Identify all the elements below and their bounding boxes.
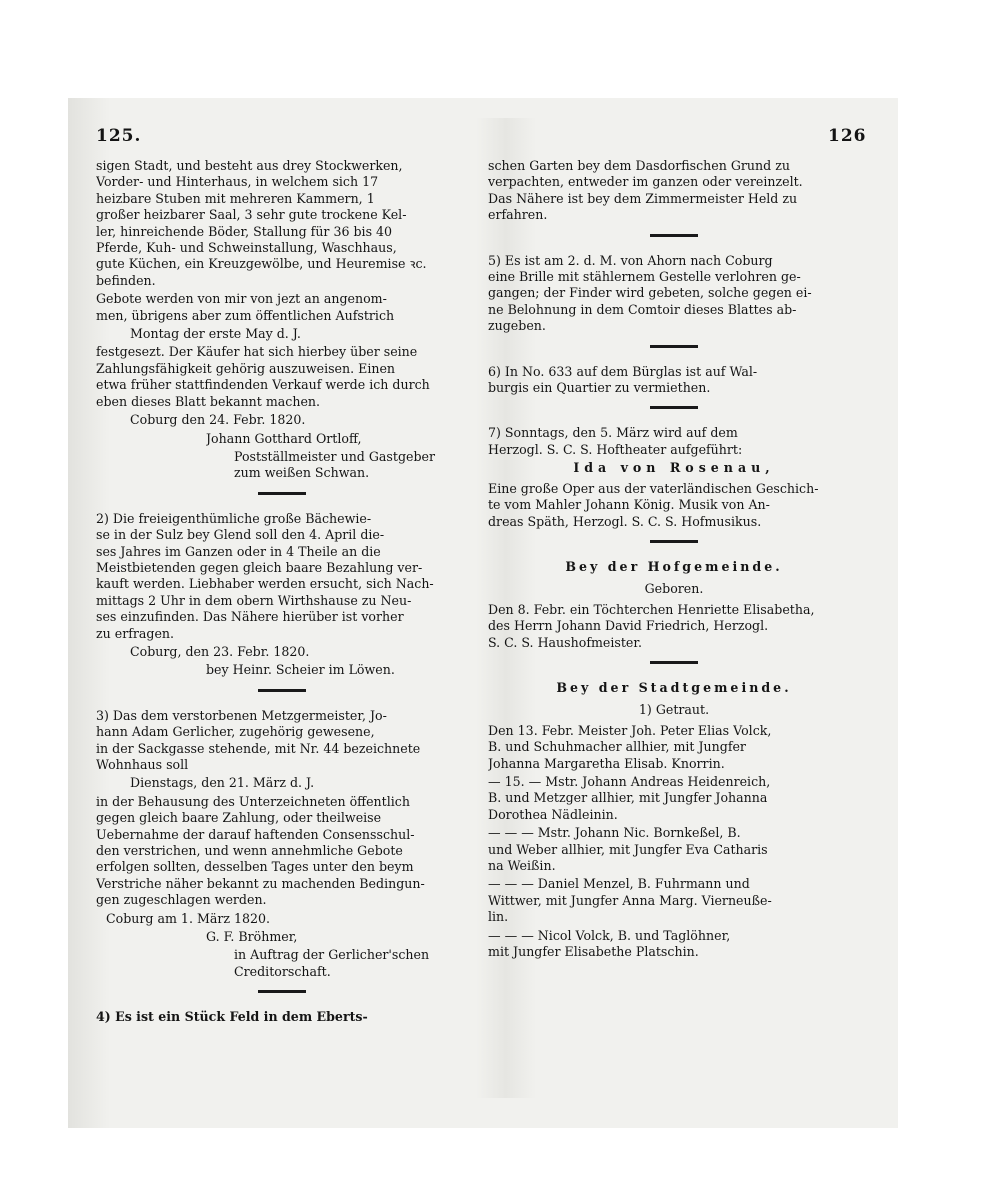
text-line: gen zugeschlagen werden. (96, 892, 267, 908)
text-line: ses Jahres im Ganzen oder in 4 Theile an die (96, 543, 381, 559)
text-paragraph (96, 929, 468, 945)
text-paragraph (488, 774, 860, 823)
text-line: mittags 2 Uhr in dem obern Wirthshause zu Neu- (96, 592, 412, 608)
text-line: men, übrigens aber zum öffentlichen Aufstrich (96, 307, 395, 323)
text-line: Coburg am 1. März 1820. (106, 910, 271, 926)
text-line: den verstrichen, und wenn annehmliche Gebote (96, 843, 403, 859)
text-paragraph (96, 291, 468, 324)
text-paragraph (488, 481, 860, 530)
text-line: eben dieses Blatt bekannt machen. (96, 393, 321, 409)
text-line: 2) Die freieigenthümliche große Bächewie- (96, 510, 372, 526)
text-line: Gebote werden von mir von jezt an angenom- (96, 291, 387, 307)
text-paragraph (96, 449, 468, 482)
text-line: Eine große Oper aus der vaterländischen Geschich- (488, 480, 819, 496)
text-paragraph (488, 425, 860, 458)
text-line: bey Heinr. Scheier im Löwen. (206, 662, 395, 678)
section-subheading: Geboren. (644, 581, 704, 597)
text-line: Uebernahme der darauf haftenden Consensschul- (96, 826, 415, 842)
left-column (96, 158, 468, 1028)
text-paragraph (96, 431, 468, 447)
text-paragraph (96, 775, 468, 791)
text-paragraph (96, 662, 468, 678)
text-line: Johanna Margaretha Elisab. Knorrin. (488, 755, 725, 771)
text-line: G. F. Bröhmer, (206, 929, 298, 945)
text-paragraph (96, 644, 468, 660)
text-paragraph (96, 708, 468, 774)
text-line: eine Brille mit stählernem Gestelle verlohren ge- (488, 269, 801, 285)
text-line: Creditorschaft. (234, 963, 331, 979)
text-paragraph (488, 364, 860, 397)
text-line: lin. (488, 909, 509, 925)
text-line: — — — Nicol Volck, B. und Taglöhner, (488, 927, 731, 943)
text-line: Coburg den 24. Febr. 1820. (130, 412, 306, 428)
text-line: B. und Schuhmacher allhier, mit Jungfer (488, 739, 746, 755)
text-line: — — — Mstr. Johann Nic. Bornkeßel, B. (488, 825, 741, 841)
text-paragraph (488, 602, 860, 651)
section-heading: Bey der Stadtgemeinde. (556, 679, 792, 695)
text-line: verpachten, entweder im ganzen oder vereinzelt. (488, 174, 803, 190)
text-line: Wittwer, mit Jungfer Anna Marg. Vierneuße- (488, 892, 772, 908)
text-line: gegen gleich baare Zahlung, oder theilweise (96, 810, 382, 826)
text-paragraph (488, 253, 860, 335)
section-separator (650, 540, 698, 543)
text-paragraph (96, 412, 468, 428)
section-separator (258, 689, 306, 692)
text-line: Johann Gotthard Ortloff, (206, 430, 362, 446)
section-subheading: 1) Getraut. (638, 702, 710, 718)
text-paragraph (96, 794, 468, 909)
text-line: zum weißen Schwan. (234, 465, 370, 481)
text-paragraph (488, 158, 860, 224)
text-line: Vorder- und Hinterhaus, in welchem sich 17 (96, 174, 379, 190)
text-line: dreas Späth, Herzogl. S. C. S. Hofmusikus. (488, 513, 762, 529)
section-separator (258, 990, 306, 993)
text-line: — 15. — Mstr. Johann Andreas Heidenreich, (488, 773, 771, 789)
section-separator (650, 345, 698, 348)
text-line: Wohnhaus soll (96, 757, 189, 772)
text-line: Pferde, Kuh- und Schweinstallung, Waschhaus, (96, 240, 397, 256)
text-line: Meistbietenden gegen gleich baare Bezahlung ver- (96, 559, 423, 575)
text-line: ne Belohnung in dem Comtoir dieses Blattes ab- (488, 301, 797, 317)
text-line: 6) In No. 633 auf dem Bürglas ist auf Wal- (488, 363, 758, 379)
section-separator (650, 661, 698, 664)
text-line: mit Jungfer Elisabethe Platschin. (488, 944, 699, 960)
text-line: in der Sackgasse stehende, mit Nr. 44 bezeichnete (96, 740, 421, 756)
text-line: Herzogl. S. C. S. Hoftheater aufgeführt: (488, 441, 743, 457)
text-line: ses einzufinden. Das Nähere hierüber ist vorher (96, 609, 404, 625)
text-line: Zahlungsfähigkeit gehörig auszuweisen. Einen (96, 360, 396, 376)
text-line: Verstriche näher bekannt zu machenden Bedingun- (96, 875, 425, 891)
text-line: Postställmeister und Gastgeber (234, 448, 436, 464)
text-line: — — — Daniel Menzel, B. Fuhrmann und (488, 876, 750, 892)
text-line: zu erfragen. (96, 625, 175, 641)
text-line: 5) Es ist am 2. d. M. von Ahorn nach Coburg (488, 252, 773, 268)
text-paragraph (488, 928, 860, 961)
text-paragraph (96, 947, 468, 980)
text-line: kauft werden. Liebhaber werden ersucht, sich Nach- (96, 576, 434, 592)
text-line: 4) Es ist ein Stück Feld in dem Eberts- (96, 1009, 368, 1025)
text-line: festgesezt. Der Käufer hat sich hierbey über seine (96, 344, 418, 360)
right-column (488, 158, 860, 962)
text-line: Das Nähere ist bey dem Zimmermeister Held zu (488, 190, 798, 206)
text-line: und Weber allhier, mit Jungfer Eva Catharis (488, 841, 768, 857)
text-line: etwa früher stattfindenden Verkauf werde ich durch (96, 377, 430, 393)
text-paragraph (96, 911, 468, 927)
text-paragraph (96, 344, 468, 410)
text-line: na Weißin. (488, 858, 556, 873)
text-line: schen Garten bey dem Dasdorfischen Grund zu (488, 158, 790, 173)
text-line: großer heizbarer Saal, 3 sehr gute trockene Kel- (96, 207, 407, 223)
opera-title: Ida von Rosenau, (573, 460, 775, 476)
text-line: Dienstags, den 21. März d. J. (130, 775, 315, 791)
text-line: gute Küchen, ein Kreuzgewölbe, und Heuremise ꝛc. (96, 256, 427, 272)
text-paragraph (488, 723, 860, 772)
section-separator (258, 492, 306, 495)
text-line: B. und Metzger allhier, mit Jungfer Johanna (488, 790, 768, 806)
page-number-right: 126 (828, 126, 867, 146)
text-line: befinden. (96, 272, 156, 288)
text-line: burgis ein Quartier zu vermiethen. (488, 380, 711, 396)
text-line: S. C. S. Haushofmeister. (488, 634, 643, 650)
text-line: Den 13. Febr. Meister Joh. Peter Elias Volck, (488, 722, 772, 738)
text-line: gangen; der Finder wird gebeten, solche gegen ei- (488, 285, 812, 301)
text-paragraph (488, 825, 860, 874)
text-line: hann Adam Gerlicher, zugehörig gewesene, (96, 724, 375, 740)
text-line: te vom Mahler Johann König. Musik von An- (488, 497, 770, 513)
text-line: erfolgen sollten, desselben Tages unter den beym (96, 859, 414, 875)
text-paragraph (96, 158, 468, 289)
section-separator (650, 406, 698, 409)
text-paragraph (96, 1009, 468, 1025)
text-line: Dorothea Nädleinin. (488, 806, 618, 822)
text-line: des Herrn Johann David Friedrich, Herzogl. (488, 618, 769, 634)
text-line: erfahren. (488, 207, 548, 223)
section-heading: Bey der Hofgemeinde. (565, 558, 783, 574)
text-paragraph (488, 876, 860, 925)
page-number-left: 125. (96, 126, 142, 146)
text-line: in Auftrag der Gerlicher'schen (234, 947, 430, 963)
text-line: zugeben. (488, 318, 546, 334)
text-line: heizbare Stuben mit mehreren Kammern, 1 (96, 190, 375, 206)
text-line: in der Behausung des Unterzeichneten öffentlich (96, 793, 410, 809)
text-line: se in der Sulz bey Glend soll den 4. April die- (96, 527, 385, 543)
text-line: Den 8. Febr. ein Töchterchen Henriette Elisabetha, (488, 601, 815, 617)
text-line: Coburg, den 23. Febr. 1820. (130, 643, 310, 659)
section-separator (650, 234, 698, 237)
text-line: ler, hinreichende Böder, Stallung für 36 bis 40 (96, 223, 393, 239)
text-line: sigen Stadt, und besteht aus drey Stockwerken, (96, 158, 403, 173)
text-line: 3) Das dem verstorbenen Metzgermeister, Jo- (96, 707, 387, 723)
text-line: 7) Sonntags, den 5. März wird auf dem (488, 425, 738, 441)
text-paragraph (96, 511, 468, 642)
text-paragraph (96, 326, 468, 342)
text-line: Montag der erste May d. J. (130, 326, 301, 342)
